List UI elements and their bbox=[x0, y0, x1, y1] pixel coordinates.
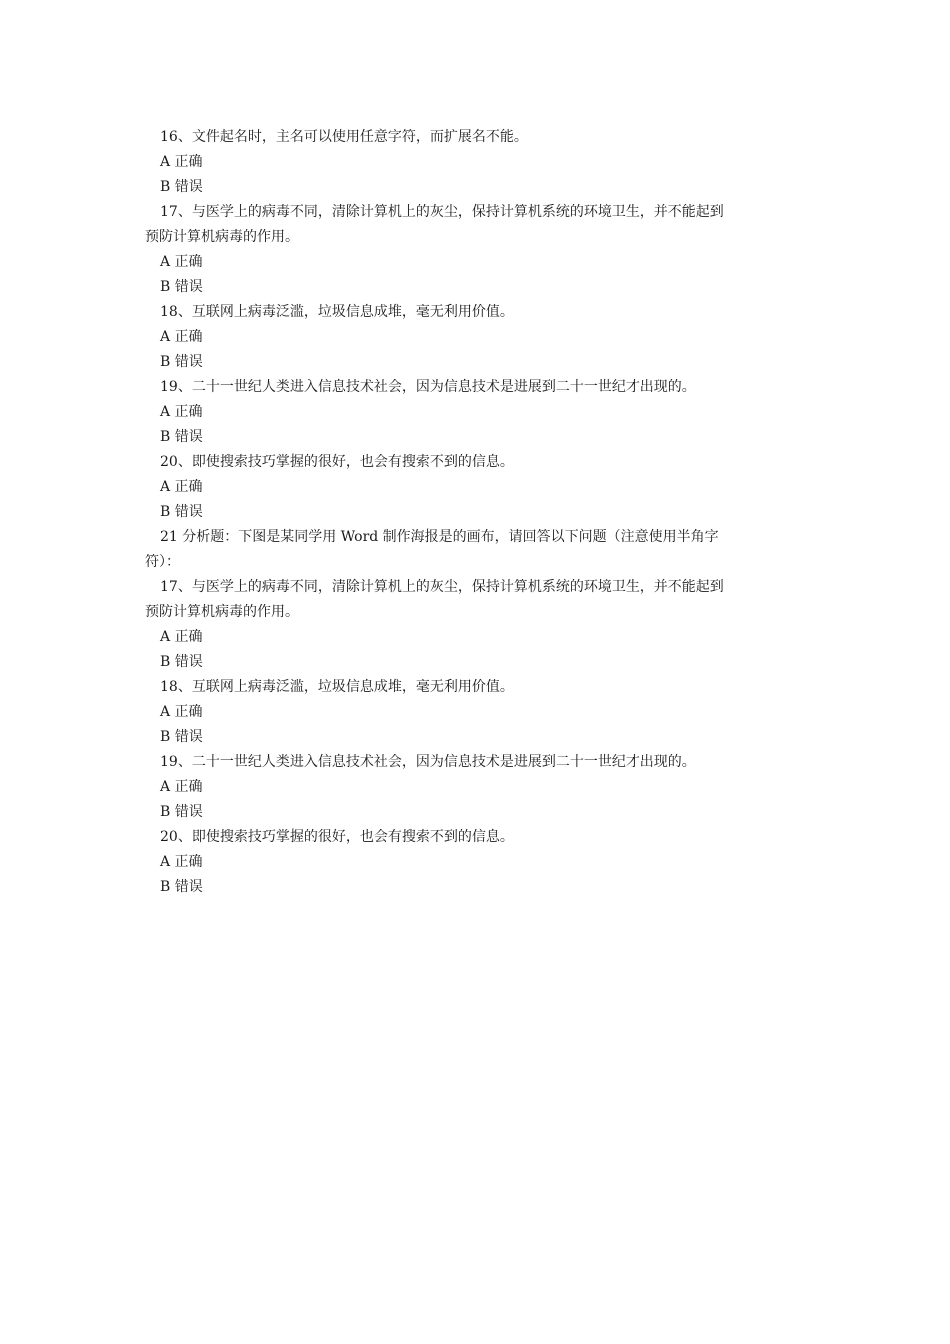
question-20-repeat-text: 20、即使搜索技巧掌握的很好，也会有搜索不到的信息。 bbox=[160, 829, 514, 845]
question-19-text: 19、二十一世纪人类进入信息技术社会，因为信息技术是进展到二十一世纪才出现的。 bbox=[160, 379, 696, 395]
question-17-text-continued: 预防计算机病毒的作用。 bbox=[145, 229, 299, 245]
question-21-text-continued: 符）： bbox=[145, 554, 180, 570]
question-19-repeat-option-a: A 正确 bbox=[160, 779, 203, 795]
question-17-text: 17、与医学上的病毒不同，清除计算机上的灰尘，保持计算机系统的环境卫生，并不能起到 bbox=[160, 204, 724, 220]
question-17-repeat-option-b: B 错误 bbox=[160, 654, 203, 670]
question-19-repeat-text: 19、二十一世纪人类进入信息技术社会，因为信息技术是进展到二十一世纪才出现的。 bbox=[160, 754, 696, 770]
question-16-option-a: A 正确 bbox=[160, 154, 203, 170]
question-17-repeat-text-continued: 预防计算机病毒的作用。 bbox=[145, 604, 299, 620]
question-18-repeat-text: 18、互联网上病毒泛滥，垃圾信息成堆，毫无利用价值。 bbox=[160, 679, 514, 695]
question-18-option-b: B 错误 bbox=[160, 354, 203, 370]
question-17-repeat-text: 17、与医学上的病毒不同，清除计算机上的灰尘，保持计算机系统的环境卫生，并不能起到 bbox=[160, 579, 724, 595]
question-20-option-a: A 正确 bbox=[160, 479, 203, 495]
question-19-option-a: A 正确 bbox=[160, 404, 203, 420]
question-19-option-b: B 错误 bbox=[160, 429, 203, 445]
question-20-repeat-option-a: A 正确 bbox=[160, 854, 203, 870]
question-18-repeat-option-a: A 正确 bbox=[160, 704, 203, 720]
question-18-text: 18、互联网上病毒泛滥，垃圾信息成堆，毫无利用价值。 bbox=[160, 304, 514, 320]
question-16-text: 16、文件起名时，主名可以使用任意字符，而扩展名不能。 bbox=[160, 129, 528, 145]
question-20-option-b: B 错误 bbox=[160, 504, 203, 520]
question-20-text: 20、即使搜索技巧掌握的很好，也会有搜索不到的信息。 bbox=[160, 454, 514, 470]
question-18-repeat-option-b: B 错误 bbox=[160, 729, 203, 745]
question-20-repeat-option-b: B 错误 bbox=[160, 879, 203, 895]
document-body bbox=[145, 125, 805, 900]
question-17-option-b: B 错误 bbox=[160, 279, 203, 295]
question-17-repeat-option-a: A 正确 bbox=[160, 629, 203, 645]
question-17-option-a: A 正确 bbox=[160, 254, 203, 270]
question-21-text: 21 分析题：下图是某同学用 Word 制作海报是的画布，请回答以下问题（注意使用半角字 bbox=[160, 529, 719, 545]
question-19-repeat-option-b: B 错误 bbox=[160, 804, 203, 820]
question-16-option-b: B 错误 bbox=[160, 179, 203, 195]
question-18-option-a: A 正确 bbox=[160, 329, 203, 345]
